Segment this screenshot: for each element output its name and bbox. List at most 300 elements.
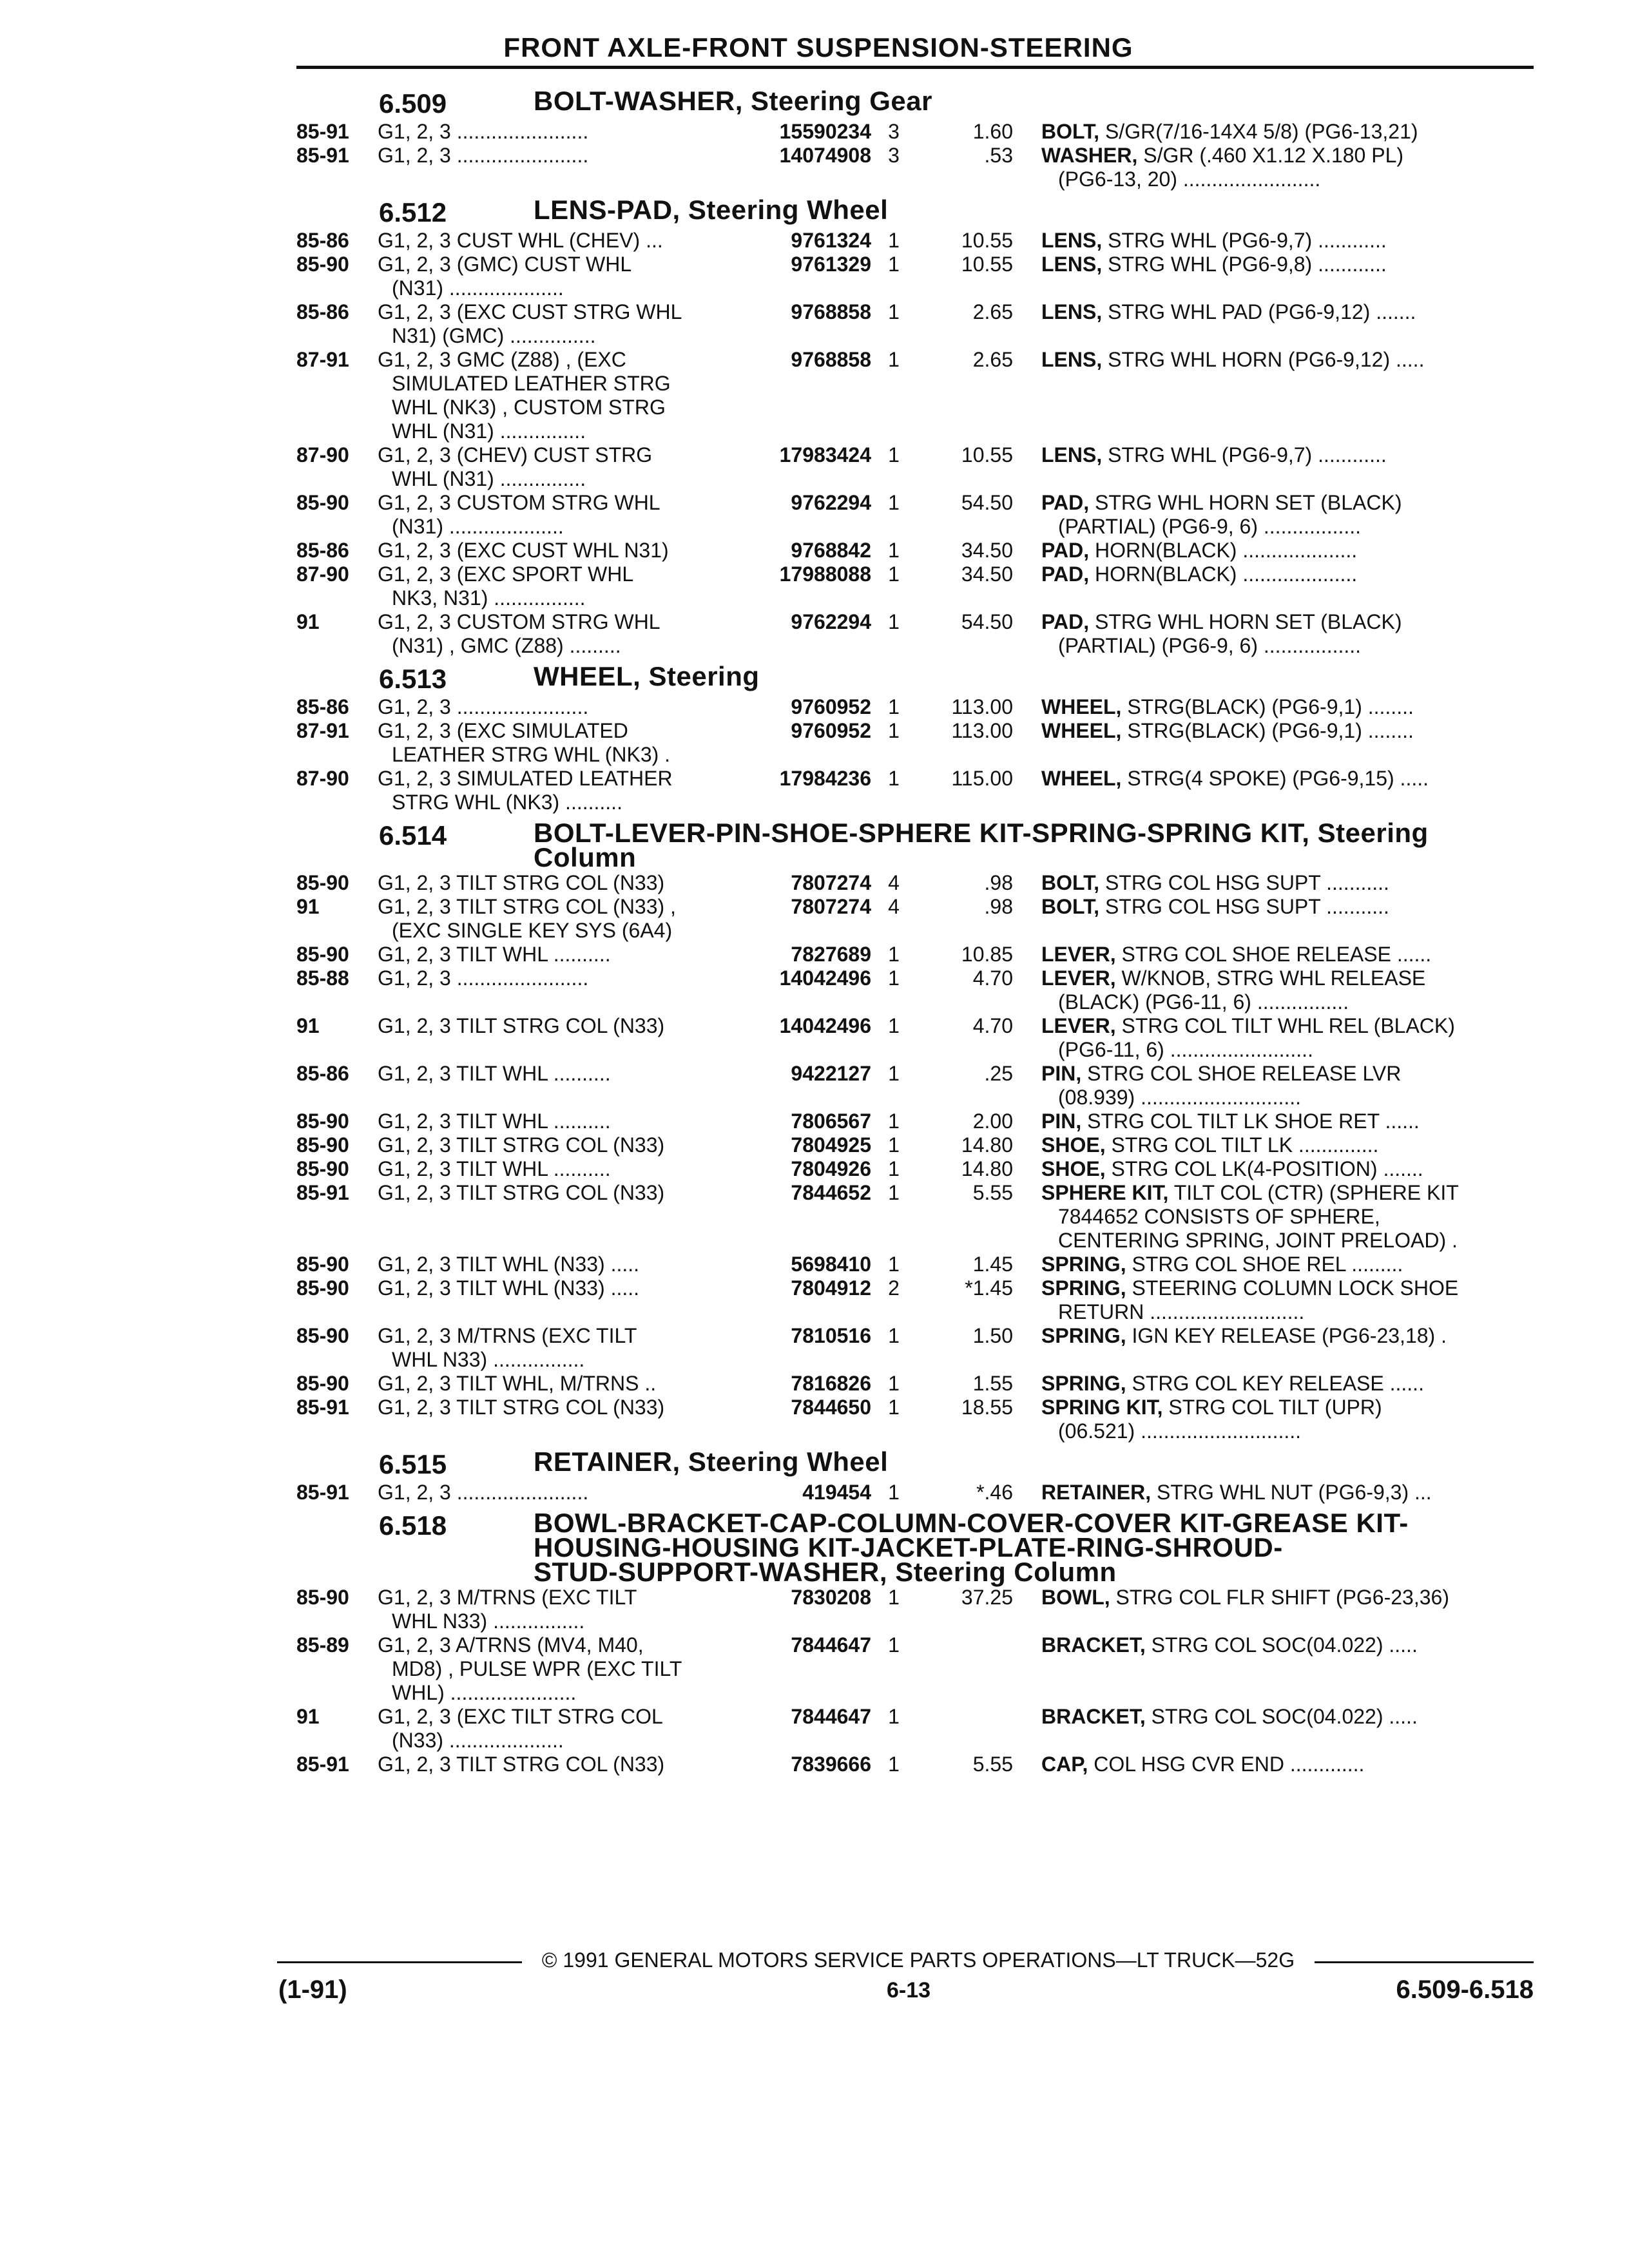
part-row [0,491,1629,539]
description-keyword: CAP, [1041,1753,1088,1776]
description-keyword: PAD, [1041,562,1090,586]
description-text: S/GR(7/16-14X4 5/8) (PG6-13,21) [1099,120,1418,143]
description-line [1041,229,1518,253]
description [1041,943,1518,966]
description-keyword: SPHERE KIT, [1041,1181,1169,1204]
description [1041,719,1518,743]
application [378,443,726,491]
quantity: 3 [888,144,900,167]
application [378,719,726,767]
description-text: (BLACK) (PG6-11, 6) ................ [1058,990,1349,1014]
description-line [1041,610,1518,634]
application [378,300,726,348]
description-text: (PG6-11, 6) ......................... [1058,1038,1313,1061]
section-header [0,661,1629,694]
section-number: 6.512 [379,197,447,227]
description-text: HORN(BLACK) .................... [1089,539,1358,562]
quantity: 3 [888,120,900,143]
description-keyword: BOLT, [1041,871,1100,894]
part-number: 17984236 [779,767,871,790]
description-line [1041,1586,1518,1610]
description-line [1041,966,1518,990]
model-years: 91 [296,610,320,633]
description-line [1041,1253,1518,1276]
part-number: 7804926 [791,1157,871,1180]
model-years: 87-90 [296,562,349,586]
quantity: 1 [888,1324,900,1347]
price: 5.55 [972,1753,1013,1776]
application-line: G1, 2, 3 TILT WHL, M/TRNS .. [378,1372,657,1395]
price: 113.00 [951,719,1013,742]
description [1041,767,1518,791]
quantity: 4 [888,871,900,894]
description-line [1041,943,1518,966]
description-line [1041,1276,1518,1300]
model-years: 91 [296,1705,320,1728]
description-keyword: BRACKET, [1041,1705,1146,1728]
part-number: 7827689 [791,943,871,966]
application [378,491,726,539]
description [1041,229,1518,253]
price: 34.50 [961,562,1013,586]
description-line [1041,990,1518,1014]
description [1041,966,1518,1014]
description-text: STRG COL HSG SUPT ........... [1099,871,1389,894]
description-keyword: LENS, [1041,300,1103,323]
price: 10.55 [961,443,1013,466]
quantity: 1 [888,1062,900,1085]
price: 10.55 [961,253,1013,276]
model-years: 85-91 [296,1481,349,1504]
price: 34.50 [961,539,1013,562]
description-text: STRG WHL (PG6-9,7) ............ [1102,229,1387,252]
model-years: 85-90 [296,871,349,894]
section-title-line: BOLT-WASHER, Steering Gear [534,86,932,116]
part-row [0,562,1629,610]
description-line [1041,719,1518,743]
price: 54.50 [961,491,1013,514]
description-keyword: PAD, [1041,491,1090,514]
description [1041,348,1518,372]
application [378,1396,726,1419]
description-text: TILT COL (CTR) (SPHERE KIT [1168,1181,1459,1204]
application-line: G1, 2, 3 TILT STRG COL (N33) [378,1181,665,1204]
application-line: G1, 2, 3 TILT WHL (N33) ..... [378,1253,640,1276]
price: 113.00 [951,695,1013,718]
part-number: 9760952 [791,719,871,742]
description-keyword: LENS, [1041,348,1103,371]
part-number: 9761324 [791,229,871,252]
application-line: (N31) .................... [392,515,564,538]
application [378,767,726,814]
application-line: G1, 2, 3 ....................... [378,695,589,718]
description-keyword: SPRING, [1041,1253,1126,1276]
application-line: G1, 2, 3 ....................... [378,120,589,143]
part-row [0,348,1629,443]
price: 10.55 [961,229,1013,252]
application-line: G1, 2, 3 TILT STRG COL (N33) , [378,895,676,918]
model-years: 85-91 [296,1396,349,1419]
description-text: STRG COL SHOE RELEASE ...... [1115,943,1432,966]
application-line: G1, 2, 3 TILT STRG COL (N33) [378,1396,665,1419]
part-number: 7806567 [791,1110,871,1133]
application [378,695,726,719]
application [378,1062,726,1086]
part-row [0,943,1629,966]
part-number: 9762294 [791,610,871,633]
price: 1.50 [972,1324,1013,1347]
part-number: 17983424 [779,443,871,466]
application-line: G1, 2, 3 M/TRNS (EXC TILT [378,1324,637,1347]
section-title [534,195,1539,225]
description-text: STRG COL TILT (UPR) [1162,1396,1382,1419]
description-line [1041,1753,1518,1776]
model-years: 85-91 [296,1753,349,1776]
description [1041,562,1518,586]
description-text: STRG COL TILT LK .............. [1105,1133,1379,1157]
description-line [1041,1110,1518,1133]
part-number: 14074908 [779,144,871,167]
price: 5.55 [972,1181,1013,1204]
description-line [1041,634,1518,658]
part-number: 9768842 [791,539,871,562]
part-row [0,144,1629,191]
section-header [0,195,1629,227]
application-line: G1, 2, 3 TILT WHL (N33) ..... [378,1276,640,1300]
quantity: 1 [888,1586,900,1609]
description-line [1041,1038,1518,1062]
quantity: 1 [888,491,900,514]
application-line: SIMULATED LEATHER STRG [392,372,671,395]
application [378,1253,726,1276]
application-line: G1, 2, 3 GMC (Z88) , (EXC [378,348,626,371]
description-keyword: BOWL, [1041,1586,1110,1609]
section-title-line: Column [534,842,637,872]
description [1041,443,1518,467]
price: 10.85 [961,943,1013,966]
description [1041,1633,1518,1657]
part-number: 419454 [802,1481,871,1504]
description-keyword: LENS, [1041,253,1103,276]
part-number: 7844650 [791,1396,871,1419]
part-number: 9760952 [791,695,871,718]
description-keyword: SHOE, [1041,1133,1106,1157]
description-text: STRG COL SOC(04.022) ..... [1145,1705,1418,1728]
description [1041,1276,1518,1324]
description-line [1041,1419,1518,1443]
quantity: 1 [888,1481,900,1504]
model-years: 87-90 [296,767,349,790]
application [378,253,726,300]
description-keyword: WHEEL, [1041,719,1122,742]
description [1041,610,1518,658]
footer-page-number: 6-13 [886,1978,931,2003]
description-line [1041,895,1518,919]
application [378,120,726,144]
application [378,1481,726,1504]
quantity: 1 [888,443,900,466]
description-text: STRG WHL HORN (PG6-9,12) ..... [1102,348,1425,371]
description-text: STRG WHL HORN SET (BLACK) [1089,610,1402,633]
model-years: 91 [296,1014,320,1037]
application [378,539,726,562]
application-line: NK3, N31) ................ [392,586,586,610]
part-number: 15590234 [779,120,871,143]
quantity: 1 [888,1110,900,1133]
description [1041,1062,1518,1110]
application [378,895,726,943]
application [378,1586,726,1633]
description [1041,1324,1518,1348]
section-title [534,1446,1539,1477]
description-line [1041,300,1518,324]
model-years: 85-90 [296,1253,349,1276]
description-line [1041,443,1518,467]
description-line [1041,253,1518,276]
section-number: 6.518 [379,1510,447,1541]
part-row [0,767,1629,814]
application-line: (N33) .................... [392,1729,564,1752]
application-line: G1, 2, 3 TILT WHL .......... [378,943,611,966]
quantity: 1 [888,767,900,790]
quantity: 1 [888,1133,900,1157]
model-years: 85-90 [296,1324,349,1347]
price: 1.60 [972,120,1013,143]
description-keyword: PAD, [1041,610,1090,633]
application-line: G1, 2, 3 CUSTOM STRG WHL [378,610,660,633]
description-keyword: PIN, [1041,1110,1082,1133]
description [1041,1372,1518,1396]
application-line: (EXC SINGLE KEY SYS (6A4) [392,919,673,942]
quantity: 1 [888,966,900,990]
description-text: STRG COL TILT LK SHOE RET ...... [1081,1110,1420,1133]
price: .53 [984,144,1013,167]
application-line: G1, 2, 3 (CHEV) CUST STRG [378,443,653,466]
description-text: (PG6-13, 20) ........................ [1058,168,1321,191]
description-text: STRG COL SHOE RELEASE LVR [1081,1062,1402,1085]
part-row [0,1062,1629,1110]
application [378,1014,726,1038]
part-row [0,1133,1629,1157]
description-text: W/KNOB, STRG WHL RELEASE [1115,966,1426,990]
application-line: G1, 2, 3 TILT WHL .......... [378,1110,611,1133]
application [378,229,726,253]
application-line: G1, 2, 3 (EXC SIMULATED [378,719,628,742]
quantity: 1 [888,1157,900,1180]
application-line: G1, 2, 3 TILT STRG COL (N33) [378,871,665,894]
application-line: STRG WHL (NK3) .......... [392,791,622,814]
application-line: G1, 2, 3 TILT WHL .......... [378,1157,611,1180]
price: .98 [984,871,1013,894]
part-row [0,719,1629,767]
description-text: COL HSG CVR END ............. [1088,1753,1365,1776]
section-header [0,818,1629,872]
part-row [0,1396,1629,1443]
price: .98 [984,895,1013,918]
application-line: G1, 2, 3 (GMC) CUST WHL [378,253,632,276]
description-text: STRG WHL (PG6-9,7) ............ [1102,443,1387,466]
description-text: (08.939) ............................ [1058,1086,1302,1109]
application-line: G1, 2, 3 SIMULATED LEATHER [378,767,673,790]
description-keyword: LEVER, [1041,1014,1116,1037]
price: *.46 [976,1481,1013,1504]
quantity: 1 [888,695,900,718]
description-text: STRG COL HSG SUPT ........... [1099,895,1389,918]
model-years: 85-86 [296,539,349,562]
section-number: 6.514 [379,820,447,850]
description [1041,695,1518,719]
section-title-line: WHEEL, Steering [534,661,760,691]
description-keyword: LEVER, [1041,966,1116,990]
model-years: 87-91 [296,719,349,742]
part-row [0,539,1629,562]
quantity: 1 [888,943,900,966]
description-text: STRG COL LK(4-POSITION) ....... [1105,1157,1423,1180]
description-line [1041,1157,1518,1181]
application-line: WHL N33) ................ [392,1348,585,1371]
quantity: 1 [888,1372,900,1395]
application [378,1133,726,1157]
application-line: G1, 2, 3 TILT STRG COL (N33) [378,1753,665,1776]
model-years: 85-86 [296,300,349,323]
quantity: 1 [888,1705,900,1728]
part-number: 7804912 [791,1276,871,1300]
quantity: 1 [888,610,900,633]
price: 115.00 [951,767,1013,790]
description-line [1041,539,1518,562]
quantity: 1 [888,562,900,586]
part-row [0,610,1629,658]
quantity: 1 [888,1753,900,1776]
part-row [0,253,1629,300]
description-line [1041,1633,1518,1657]
model-years: 85-90 [296,1110,349,1133]
description [1041,1481,1518,1504]
description-keyword: SHOE, [1041,1157,1106,1180]
description-keyword: PIN, [1041,1062,1082,1085]
description [1041,1181,1518,1253]
application-line: G1, 2, 3 ....................... [378,966,589,990]
description-keyword: PAD, [1041,539,1090,562]
section-title-line: LENS-PAD, Steering Wheel [534,195,889,225]
part-row [0,300,1629,348]
application-line: G1, 2, 3 TILT STRG COL (N33) [378,1014,665,1037]
description-text: STRG COL SOC(04.022) ..... [1145,1633,1418,1657]
part-row [0,1753,1629,1776]
part-row [0,443,1629,491]
description-text: (06.521) ............................ [1058,1419,1302,1443]
application [378,1705,726,1753]
application-line: G1, 2, 3 A/TRNS (MV4, M40, [378,1633,644,1657]
model-years: 85-89 [296,1633,349,1657]
model-years: 91 [296,895,320,918]
quantity: 1 [888,1633,900,1657]
quantity: 1 [888,1396,900,1419]
part-row [0,1586,1629,1633]
part-number: 7839666 [791,1753,871,1776]
part-number: 7804925 [791,1133,871,1157]
description-keyword: RETAINER, [1041,1481,1152,1504]
section-title-line: RETAINER, Steering Wheel [534,1446,889,1477]
model-years: 85-90 [296,1133,349,1157]
application-line: G1, 2, 3 TILT WHL .......... [378,1062,611,1085]
part-number: 5698410 [791,1253,871,1276]
description-text: CENTERING SPRING, JOINT PRELOAD) . [1058,1229,1458,1252]
description-text: STRG WHL HORN SET (BLACK) [1089,491,1402,514]
price: 54.50 [961,610,1013,633]
description [1041,120,1518,144]
part-number: 14042496 [779,1014,871,1037]
description-keyword: BOLT, [1041,895,1100,918]
model-years: 85-90 [296,253,349,276]
price: 14.80 [961,1133,1013,1157]
application [378,348,726,443]
model-years: 85-90 [296,1372,349,1395]
description [1041,1014,1518,1062]
part-number: 7816826 [791,1372,871,1395]
footer-revision-date: (1-91) [278,1975,347,2004]
description-line [1041,1086,1518,1110]
description-text: IGN KEY RELEASE (PG6-23,18) . [1126,1324,1447,1347]
description-line [1041,515,1518,539]
price: 2.65 [972,300,1013,323]
description [1041,1705,1518,1729]
description-line [1041,1300,1518,1324]
description-line [1041,348,1518,372]
application-line: G1, 2, 3 M/TRNS (EXC TILT [378,1586,637,1609]
model-years: 85-91 [296,120,349,143]
description-line [1041,1205,1518,1229]
description-line [1041,767,1518,791]
quantity: 4 [888,895,900,918]
part-row [0,895,1629,943]
description-line [1041,1133,1518,1157]
part-number: 17988088 [779,562,871,586]
application-line: G1, 2, 3 ....................... [378,1481,589,1504]
description-text: STRG WHL (PG6-9,8) ............ [1102,253,1387,276]
part-number: 9768858 [791,348,871,371]
description [1041,1110,1518,1133]
part-row [0,120,1629,144]
part-number: 7830208 [791,1586,871,1609]
application-line: LEATHER STRG WHL (NK3) . [392,743,671,766]
description-text: S/GR (.460 X1.12 X.180 PL) [1137,144,1404,167]
description-text: STRG COL SHOE REL ......... [1126,1253,1403,1276]
part-number: 9768858 [791,300,871,323]
description-line [1041,144,1518,168]
application-line: WHL (N31) ............... [392,467,586,490]
description-line [1041,1014,1518,1038]
model-years: 85-90 [296,1276,349,1300]
part-number: 7844647 [791,1705,871,1728]
model-years: 85-86 [296,695,349,718]
description-text: STRG WHL NUT (PG6-9,3) ... [1151,1481,1432,1504]
application [378,1324,726,1372]
quantity: 1 [888,229,900,252]
section-header [0,1508,1629,1587]
section-title-line: HOUSING-HOUSING KIT-JACKET-PLATE-RING-SHROUD- [534,1532,1283,1562]
price: 4.70 [972,966,1013,990]
description-keyword: WHEEL, [1041,695,1122,718]
footer-rule-left [277,1961,522,1963]
application-line: (N31) , GMC (Z88) ......... [392,634,621,657]
price: 37.25 [961,1586,1013,1609]
model-years: 85-86 [296,1062,349,1085]
footer-rule-right [1315,1961,1534,1963]
description-line [1041,491,1518,515]
section-title-line: STUD-SUPPORT-WASHER, Steering Column [534,1557,1117,1587]
description-keyword: SPRING, [1041,1324,1126,1347]
